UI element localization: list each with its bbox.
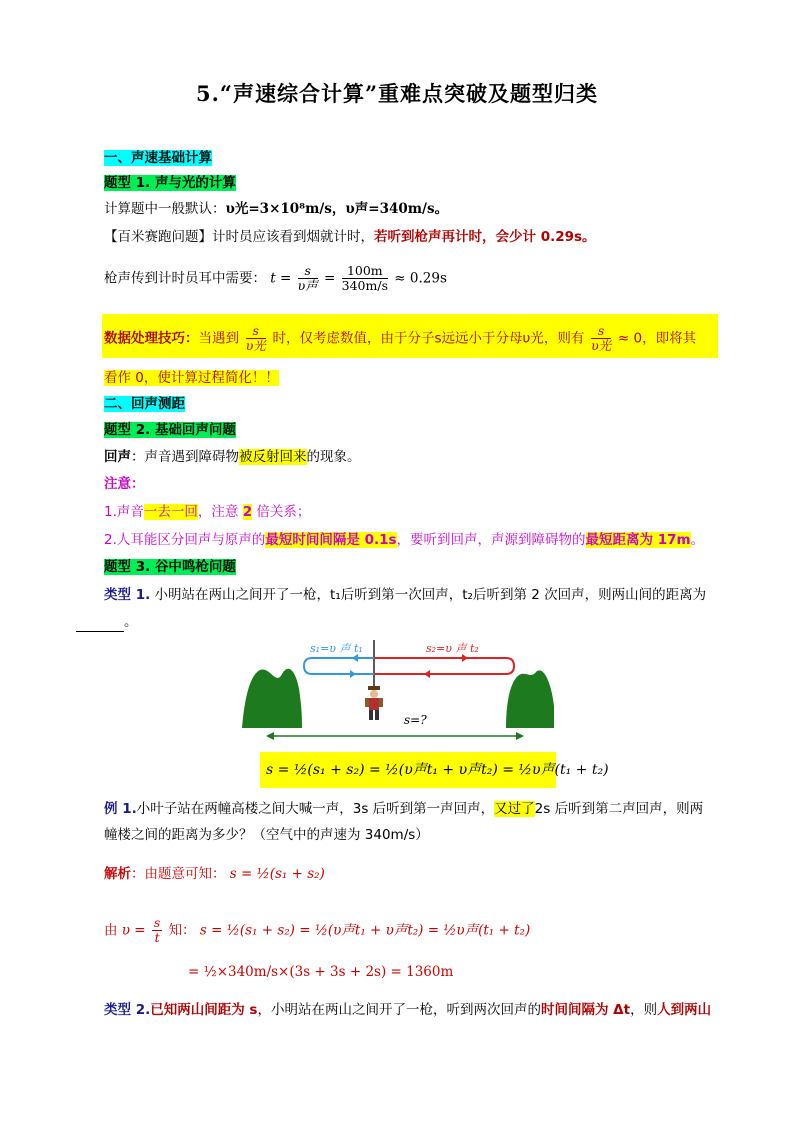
gun-time-line: 枪声传到计时员耳中需要： t = $\frac{s}{\text{υ声}}$ = $\frac{100m}{340m/s}$ ≈ 0.29s xyxy=(104,263,447,293)
s-label: s=? xyxy=(404,713,427,727)
class2-question: 类型 2.已知两山间距为 s，小明站在两山之间开了一枪，听到两次回声的时间间隔为 Δt，则人到两山 xyxy=(104,1002,712,1018)
fraction: $\frac{s}{\text{υ光}}$ xyxy=(591,323,612,353)
default-values-line: 计算题中一般默认：υ光=3×10⁸m/s，υ声=340m/s。 xyxy=(104,201,449,217)
fraction: $\frac{s}{t}$ xyxy=(153,915,161,945)
note-1: 1.声音一去一回，注意 2 倍关系； xyxy=(104,504,311,520)
distance-arrow-left xyxy=(266,732,274,740)
s1-label: s₁=υ 声 t₁ xyxy=(310,642,363,655)
example-1-line-2: 幢楼之间的距离为多少？（空气中的声速为 340m/s） xyxy=(104,827,429,843)
type-heading-2: 题型 2. 基础回声问题 xyxy=(104,422,236,438)
note-2: 2.人耳能区分回声与原声的最短时间间隔是 0.1s，要听到回声，声源到障碍物的最短距离为 17m。 xyxy=(104,532,705,548)
distance-arrow-right xyxy=(516,732,524,740)
blue-echo-path xyxy=(304,658,374,674)
tip-line: 数据处理技巧：当遇到 $\frac{s}{\text{υ光}}$ 时，仅考虑数值，由于分子s远远小于分母υ光，则有 $\frac{s}{\text{υ光}}$ ≈ 0，即将其 xyxy=(104,323,697,353)
solution-line-3: = ½×340m/s×(3s + 3s + 2s) = 1360m xyxy=(188,964,454,980)
red-arrow xyxy=(424,670,430,678)
solution-line-1: 解析：由题意可知： s = ½(s₁ + s₂) xyxy=(104,866,325,882)
class1-question: 类型 1. 小明站在两山之间开了一枪，t₁后听到第一次回声，t₂后听到第 2 次回声，则两山间的距离为 xyxy=(104,587,707,603)
fraction: $\frac{s}{\text{υ光}}$ xyxy=(245,323,266,353)
type-heading-3: 题型 3. 谷中鸣枪问题 xyxy=(104,559,236,575)
person-icon xyxy=(365,686,383,720)
fraction: $\frac{100m}{340m/s}$ xyxy=(341,263,388,293)
example-1-line-1: 例 1.小叶子站在两幢高楼之间大喊一声，3s 后听到第一声回声，又过了2s 后听到第二声回声，则两 xyxy=(104,801,704,817)
class1-blank-line: 。 xyxy=(76,612,138,632)
right-mountain xyxy=(506,670,554,728)
s2-label: s₂=υ 声 t₂ xyxy=(426,642,479,655)
fraction: $\frac{s}{\text{υ声}}$ xyxy=(297,263,318,293)
formula-text: s = ½(s₁ + s₂) = ½(υ声t₁ + υ声t₂) = ½υ声(t₁ + t₂) xyxy=(266,762,609,778)
solution-line-2: 由 υ = $\frac{s}{t}$ 知： s = ½(s₁ + s₂) = ½(υ声t₁ + υ声t₂) = ½υ声(t₁ + t₂) xyxy=(104,915,531,945)
red-echo-path xyxy=(374,658,514,674)
echo-definition: 回声：声音遇到障碍物被反射回来的现象。 xyxy=(104,449,361,465)
echo-diagram xyxy=(238,636,556,748)
race-problem-line: 【百米赛跑问题】计时员应该看到烟就计时，若听到枪声再计时，会少计 0.29s。 xyxy=(104,229,596,245)
page-title: 5.“声速综合计算”重难点突破及题型归类 xyxy=(195,81,599,106)
type-heading-1: 题型 1. 声与光的计算 xyxy=(104,175,236,191)
tip-line-2: 看作 0，使计算过程简化！！ xyxy=(104,370,279,386)
red-arrow xyxy=(462,654,468,662)
blue-arrow xyxy=(352,654,358,662)
section-heading-2: 二、回声测距 xyxy=(104,396,185,412)
left-mountain xyxy=(242,669,302,728)
default-values: υ光=3×10⁸m/s，υ声=340m/s。 xyxy=(225,201,449,217)
section-heading-1: 一、声速基础计算 xyxy=(104,150,212,166)
answer-blank[interactable] xyxy=(76,617,124,632)
note-heading: 注意： xyxy=(104,476,145,492)
blue-arrow xyxy=(350,670,356,678)
